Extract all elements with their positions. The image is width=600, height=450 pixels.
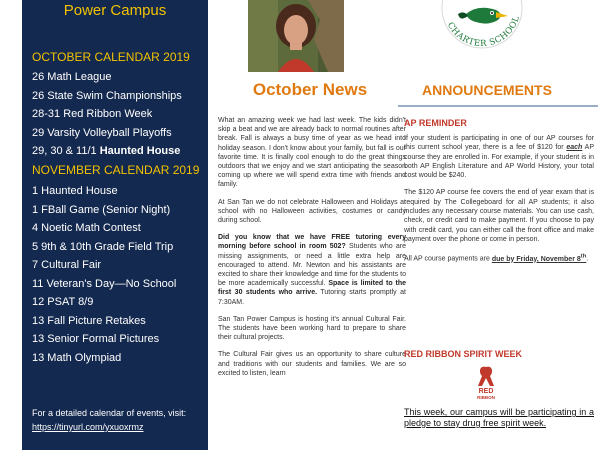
portrait-image: [248, 0, 344, 72]
calendar-item: 11 Veteran's Day—No School: [32, 277, 177, 290]
campus-title: Power Campus: [63, 2, 167, 19]
ap-due-text: due by Friday, November 8: [491, 255, 581, 263]
ap-text: .: [586, 255, 589, 263]
ap-text: All AP course payments are: [404, 255, 492, 263]
logo-text-red: RED: [478, 388, 494, 395]
ap-paragraph: [404, 134, 594, 180]
news-paragraph: At San Tan we do not celebrate Halloween and Holidays at school with no Halloween activities, costumes or candy during school.: [218, 198, 406, 225]
november-list: [32, 182, 176, 367]
calendar-item: 29 Varsity Volleyball Playoffs: [32, 126, 172, 139]
announcements-divider: [398, 105, 598, 107]
news-paragraph: The Cultural Fair gives us an opportunity to share culture and traditions with our students and families. We are so excited to listen, learn: [218, 351, 406, 377]
calendar-item-event: Haunted House: [99, 145, 181, 157]
logo-text-ribbon: RIBBON: [477, 395, 495, 400]
october-calendar-title: OCTOBER CALENDAR 2019: [32, 50, 190, 64]
news-paragraph: [218, 233, 406, 307]
calendar-item: 13 Math Olympiad: [32, 351, 122, 364]
news-paragraph: What an amazing week we had last week. The kids didn't skip a beat and we are already back to normal routines after break. Fall is always a busy time of year as we head into holiday season. I don't know about your family, but fall is our favorite time. It is finally cool enough to do the great things outdoors that we enjoy and we start anticipating the season coming up where we will spend extra time with friends and family.: [218, 117, 406, 189]
ap-paragraph: The $120 AP course fee covers the end of year exam that is required by The Collegeboard for all AP students; it also includes any necessary course materials. You can use cash, check, or credit card to make payment. If you choose to pay with credit card, you can either call the front office and make payment over the phone or come in person.: [404, 189, 594, 243]
red-ribbon-title: RED RIBBON SPIRIT WEEK: [404, 349, 523, 359]
tutoring-text: Students who are missing assignments, or need a little extra help are encouraged to attend. Mr. Newton and his assistants are excited to share their knowledge and time for the students to be more academically successful.: [218, 243, 406, 288]
calendar-item: 26 Math League: [32, 71, 112, 83]
footer-text: For a detailed calendar of events, visit:: [32, 408, 187, 418]
calendar-item: 13 Senior Formal Pictures: [32, 333, 160, 345]
principal-photo: [248, 0, 344, 72]
ap-reminder-title: AP REMINDER: [404, 118, 467, 128]
roadrunner-icon: [466, 8, 501, 24]
calendar-footer: [32, 406, 186, 434]
ap-paragraph: [404, 252, 594, 264]
calendar-item: 7 Cultural Fair: [32, 259, 102, 271]
calendar-item: 12 PSAT 8/9: [32, 296, 94, 308]
ap-due-date: [491, 253, 589, 263]
announcements-title: ANNOUNCEMENTS: [422, 82, 552, 98]
calendar-sidebar: [22, 0, 208, 450]
ap-text: If your student is participating in one of our AP courses for this current school year, there is a fee of $120 for: [404, 135, 594, 152]
tutoring-text-2: Tutoring starts promptly at 7:30AM.: [218, 289, 406, 306]
news-paragraph: San Tan Power Campus is hosting it's annual Cultural Fair. The students have been working hard to prepare to share their cultural projects.: [218, 315, 406, 342]
calendar-item: 1 FBall Game (Senior Night): [32, 203, 171, 216]
october-list: [32, 68, 182, 161]
tutoring-bold: Did you know that we have FREE tutoring every morning before school in room 502?: [218, 234, 406, 251]
red-ribbon-logo: [470, 364, 502, 402]
calendar-item: [32, 142, 182, 161]
calendar-item: 26 State Swim Championships: [32, 89, 182, 102]
calendar-item: 5 9th & 10th Grade Field Trip: [32, 240, 174, 253]
november-calendar-title: NOVEMBER CALENDAR 2019: [32, 163, 200, 177]
ap-text: AP course they are enrolled in. For example, if your student is in both AP English Literature and AP World History, your total cost would be $240.: [404, 144, 594, 180]
ap-reminder-body: [404, 134, 594, 272]
news-body: [218, 116, 406, 386]
tutoring-bold-2: Space is limited to the first 30 students who arrive.: [218, 280, 406, 297]
charter-school-seal: [438, 0, 526, 70]
calendar-item: 4 Noetic Math Contest: [32, 222, 141, 234]
red-ribbon-body: This week, our campus will be participating in a pledge to stay drug free spirit week.: [404, 407, 594, 428]
ap-emphasis: each: [566, 144, 583, 152]
ap-due-sup: th: [580, 253, 587, 260]
calendar-item: 28-31 Red Ribbon Week: [32, 108, 153, 120]
calendar-item-date: 29, 30 & 11/1: [32, 145, 100, 157]
seal-text: CHARTER SCHOOL: [444, 14, 522, 50]
calendar-link[interactable]: https://tinyurl.com/yxuoxrmz: [32, 422, 144, 432]
calendar-item: 1 Haunted House: [32, 185, 118, 197]
news-title: October News: [252, 80, 368, 99]
calendar-item: 13 Fall Picture Retakes: [32, 314, 146, 327]
